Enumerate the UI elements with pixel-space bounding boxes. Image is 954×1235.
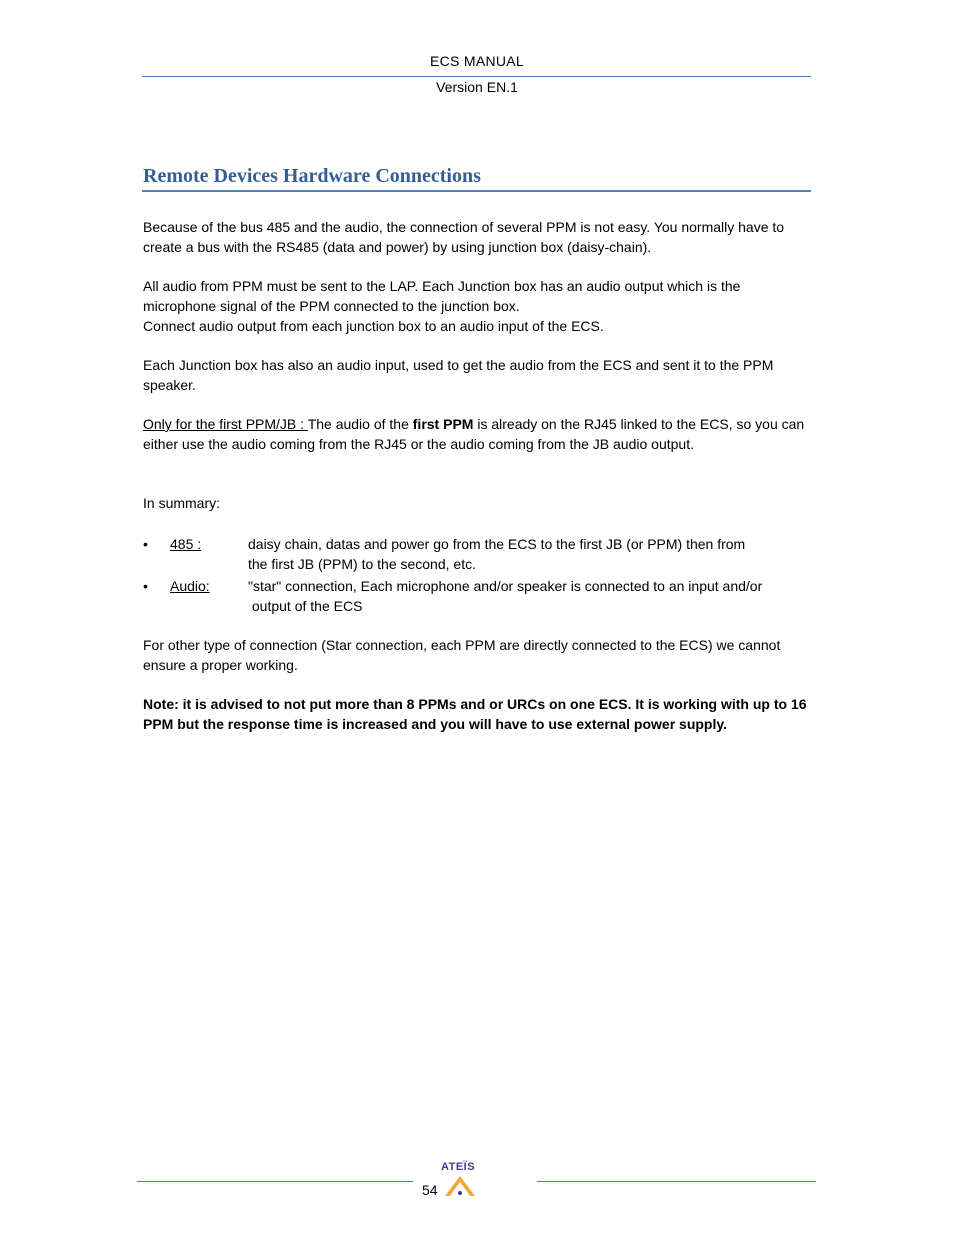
paragraph-bus-485 (143, 217, 807, 257)
summary-heading (143, 493, 807, 513)
footer-rule-right (537, 1181, 816, 1182)
first-ppm-jb-label: Only for the first PPM/JB : (143, 416, 308, 432)
paragraph-first-ppm (143, 414, 807, 454)
bullet-desc-485-line1: daisy chain, datas and power go from the ECS to the first JB (or PPM) then from (248, 536, 746, 552)
bullet-desc-485 (248, 534, 808, 574)
footer-rule-left (137, 1181, 413, 1182)
header-version: Version EN.1 (436, 79, 518, 95)
bullet-icon: • (143, 536, 148, 552)
paragraph-audio-lap-line1: All audio from PPM must be sent to the LAP. Each Junction box has an audio output which is the microphone signal of the PPM connected to the junction box. (143, 278, 741, 314)
paragraph-audio-lap-line2: Connect audio output from each junction box to an audio input of the ECS. (143, 318, 604, 334)
bullet-desc-audio (248, 576, 808, 616)
first-ppm-bold: first PPM (412, 416, 474, 432)
header-rule (142, 76, 811, 77)
section-title-underline (142, 190, 811, 192)
bullet-label-485: 485 : (170, 536, 202, 552)
paragraph-first-ppm-text (143, 414, 807, 454)
section-title: Remote Devices Hardware Connections (143, 165, 481, 187)
paragraph-bus-485-text: Because of the bus 485 and the audio, the connection of several PPM is not easy. You normally have to create a bus with the RS485 (data and power) by using junction box (daisy-chain). (143, 219, 785, 255)
bullet-item-485 (143, 534, 807, 574)
note-text: Note: it is advised to not put more than 8 PPMs and or URCs on one ECS. It is working with up to 16 PPM but the response time is increased and you will have to use external power supply. (143, 696, 807, 732)
paragraph-junction-input (143, 355, 807, 395)
bullet-desc-485-line2: the first JB (PPM) to the second, etc. (248, 556, 476, 572)
header-title: ECS MANUAL (429, 53, 525, 69)
paragraph-audio-lap (143, 276, 807, 336)
first-ppm-text-1: The audio of the (307, 416, 413, 432)
paragraph-other-connection (143, 635, 807, 675)
bullet-item-audio (143, 576, 807, 616)
bullet-desc-audio-line1: "star" connection, Each microphone and/or speaker is connected to an input and/or (248, 578, 763, 594)
paragraph-junction-input-text: Each Junction box has also an audio input, used to get the audio from the ECS and sent it to the PPM speaker. (143, 357, 774, 393)
brand-name: ATEÏS (441, 1161, 476, 1173)
summary-heading-text: In summary: (143, 495, 221, 511)
page-number: 54 (422, 1182, 438, 1198)
bullet-desc-audio-line2: output of the ECS (248, 598, 363, 614)
bullet-icon: • (143, 578, 148, 594)
first-ppm-text-2: is already on the RJ45 linked to the ECS, so you can either use the audio coming from the RJ45 or the audio coming from the JB audio output. (143, 416, 805, 452)
note-paragraph (143, 694, 807, 734)
paragraph-other-connection-text: For other type of connection (Star connection, each PPM are directly connected to the ECS) we cannot ensure a proper working. (143, 637, 781, 673)
ateis-triangle-logo-icon (443, 1174, 477, 1198)
bullet-label-audio: Audio: (170, 578, 210, 594)
